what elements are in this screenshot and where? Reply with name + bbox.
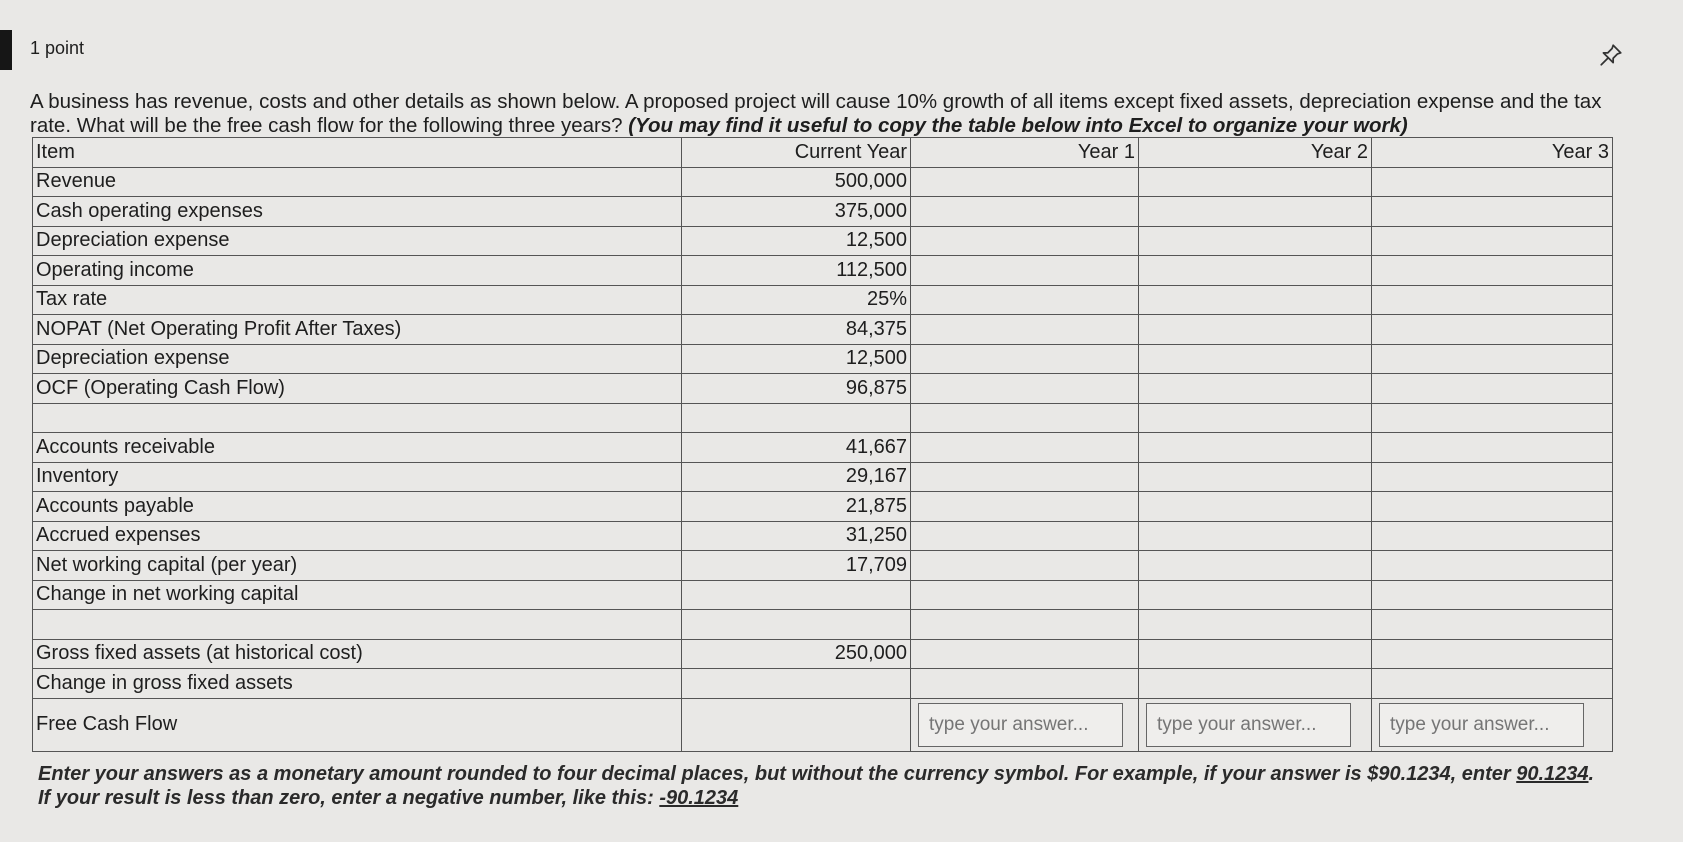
row-item-label: Change in net working capital xyxy=(33,580,682,610)
row-year-2-cell xyxy=(1139,403,1372,433)
table-row xyxy=(33,610,1613,640)
row-year-2-cell xyxy=(1139,226,1372,256)
row-item-label: Operating income xyxy=(33,256,682,286)
row-year-3-cell xyxy=(1372,551,1613,581)
row-current-value: 29,167 xyxy=(682,462,911,492)
row-current-value: 250,000 xyxy=(682,639,911,669)
row-current-value: 84,375 xyxy=(682,315,911,345)
row-item-label: Inventory xyxy=(33,462,682,492)
row-current-value xyxy=(682,610,911,640)
row-year-3-cell xyxy=(1372,521,1613,551)
answer-input-year-2[interactable] xyxy=(1146,703,1351,747)
row-current-value: 31,250 xyxy=(682,521,911,551)
header-year-2: Year 2 xyxy=(1139,138,1372,168)
row-current-value: 41,667 xyxy=(682,433,911,463)
row-year-2-cell xyxy=(1139,344,1372,374)
answer-input-year-1[interactable] xyxy=(918,703,1123,747)
row-year-1-cell xyxy=(911,403,1139,433)
row-year-2-cell xyxy=(1139,197,1372,227)
row-year-2-cell xyxy=(1139,580,1372,610)
row-year-1-cell xyxy=(911,610,1139,640)
row-item-label: Depreciation expense xyxy=(33,226,682,256)
row-item-label: Accounts receivable xyxy=(33,433,682,463)
table-row xyxy=(33,669,1613,699)
table-row xyxy=(33,374,1613,404)
row-current-value: 17,709 xyxy=(682,551,911,581)
header-year-3: Year 3 xyxy=(1372,138,1613,168)
row-year-2-cell xyxy=(1139,462,1372,492)
row-item-label xyxy=(33,403,682,433)
row-year-1-cell xyxy=(911,492,1139,522)
header-year-1: Year 1 xyxy=(911,138,1139,168)
points-label: 1 point xyxy=(30,38,85,58)
table-row xyxy=(33,492,1613,522)
row-item-label: Change in gross fixed assets xyxy=(33,669,682,699)
table-row xyxy=(33,344,1613,374)
row-year-3-cell xyxy=(1372,610,1613,640)
instructions-text-1: Enter your answers as a monetary amount rounded to four decimal places, but without the currency symbol. For example, if your answer is $90.1234, enter xyxy=(38,763,1517,785)
table-row xyxy=(33,315,1613,345)
row-year-2-cell xyxy=(1139,315,1372,345)
question-text xyxy=(30,90,1630,138)
row-item-label: Tax rate xyxy=(33,285,682,315)
row-year-2-cell xyxy=(1139,433,1372,463)
table-row xyxy=(33,433,1613,463)
table-row xyxy=(33,639,1613,669)
row-current-value: 12,500 xyxy=(682,344,911,374)
row-item-label: OCF (Operating Cash Flow) xyxy=(33,374,682,404)
row-year-1-cell xyxy=(911,285,1139,315)
row-year-3-cell xyxy=(1372,197,1613,227)
row-year-1-cell xyxy=(911,580,1139,610)
row-year-3-cell xyxy=(1372,462,1613,492)
row-item-label: Gross fixed assets (at historical cost) xyxy=(33,639,682,669)
row-item-label: Cash operating expenses xyxy=(33,197,682,227)
row-year-3-cell xyxy=(1372,639,1613,669)
question-hint: (You may find it useful to copy the table below into Excel to organize your work) xyxy=(628,114,1408,137)
row-year-2-cell xyxy=(1139,285,1372,315)
pin-icon[interactable] xyxy=(1598,42,1624,68)
row-year-3-cell xyxy=(1372,492,1613,522)
row-year-3-cell xyxy=(1372,669,1613,699)
answer-input-year-3[interactable] xyxy=(1379,703,1584,747)
row-year-3-cell xyxy=(1372,580,1613,610)
row-year-1-cell xyxy=(911,462,1139,492)
row-year-2-cell xyxy=(1139,492,1372,522)
row-year-2-cell xyxy=(1139,669,1372,699)
table-row xyxy=(33,521,1613,551)
row-current-value: 96,875 xyxy=(682,374,911,404)
row-current-value: 375,000 xyxy=(682,197,911,227)
instructions-text-2: . If your result is less than zero, enter a negative number, like this: xyxy=(38,763,1595,809)
row-year-3-cell xyxy=(1372,285,1613,315)
row-year-2-cell xyxy=(1139,610,1372,640)
row-current-value xyxy=(682,403,911,433)
row-year-3-cell xyxy=(1372,167,1613,197)
table-row xyxy=(33,551,1613,581)
fcf-year-3-cell xyxy=(1372,698,1613,751)
row-year-2-cell xyxy=(1139,167,1372,197)
row-year-2-cell xyxy=(1139,639,1372,669)
row-current-value xyxy=(682,669,911,699)
row-current-value: 25% xyxy=(682,285,911,315)
row-year-3-cell xyxy=(1372,315,1613,345)
row-year-2-cell xyxy=(1139,551,1372,581)
table-row xyxy=(33,462,1613,492)
row-year-3-cell xyxy=(1372,344,1613,374)
row-year-1-cell xyxy=(911,344,1139,374)
row-year-1-cell xyxy=(911,226,1139,256)
row-item-label: Revenue xyxy=(33,167,682,197)
table-row xyxy=(33,580,1613,610)
row-year-2-cell xyxy=(1139,521,1372,551)
table-row xyxy=(33,197,1613,227)
row-year-1-cell xyxy=(911,639,1139,669)
table-row xyxy=(33,285,1613,315)
row-current-value: 500,000 xyxy=(682,167,911,197)
row-year-1-cell xyxy=(911,433,1139,463)
row-year-3-cell xyxy=(1372,433,1613,463)
fcf-year-1-cell xyxy=(911,698,1139,751)
row-year-2-cell xyxy=(1139,256,1372,286)
row-year-1-cell xyxy=(911,197,1139,227)
row-year-3-cell xyxy=(1372,226,1613,256)
question-marker-bar xyxy=(0,30,12,70)
row-item-label: Accrued expenses xyxy=(33,521,682,551)
row-item-label: Accounts payable xyxy=(33,492,682,522)
example-positive: 90.1234 xyxy=(1516,763,1589,785)
table-row xyxy=(33,403,1613,433)
row-year-3-cell xyxy=(1372,403,1613,433)
row-year-1-cell xyxy=(911,521,1139,551)
example-negative: -90.1234 xyxy=(659,787,739,809)
row-year-3-cell xyxy=(1372,374,1613,404)
table-header-row xyxy=(33,138,1613,168)
row-current-value: 21,875 xyxy=(682,492,911,522)
row-year-2-cell xyxy=(1139,374,1372,404)
row-year-1-cell xyxy=(911,551,1139,581)
fcf-current-cell xyxy=(682,698,911,751)
row-year-1-cell xyxy=(911,256,1139,286)
row-year-3-cell xyxy=(1372,256,1613,286)
answer-instructions xyxy=(38,762,1598,810)
row-current-value: 12,500 xyxy=(682,226,911,256)
header-item: Item xyxy=(33,138,682,168)
cash-flow-table xyxy=(32,137,1613,752)
row-current-value: 112,500 xyxy=(682,256,911,286)
row-item-label xyxy=(33,610,682,640)
free-cash-flow-row xyxy=(33,698,1613,751)
row-year-1-cell xyxy=(911,669,1139,699)
table-row xyxy=(33,226,1613,256)
row-current-value xyxy=(682,580,911,610)
header-current-year: Current Year xyxy=(682,138,911,168)
table-row xyxy=(33,167,1613,197)
fcf-year-2-cell xyxy=(1139,698,1372,751)
fcf-label: Free Cash Flow xyxy=(33,698,682,751)
row-item-label: NOPAT (Net Operating Profit After Taxes) xyxy=(33,315,682,345)
question-body: A business has revenue, costs and other details as shown below. A proposed project will cause 10% growth of all items except fixed assets, depreciation expense and the tax rate. What will be the free cash flow for the following three years? xyxy=(30,90,1602,137)
row-year-1-cell xyxy=(911,167,1139,197)
table-row xyxy=(33,256,1613,286)
row-item-label: Depreciation expense xyxy=(33,344,682,374)
row-item-label: Net working capital (per year) xyxy=(33,551,682,581)
row-year-1-cell xyxy=(911,374,1139,404)
row-year-1-cell xyxy=(911,315,1139,345)
